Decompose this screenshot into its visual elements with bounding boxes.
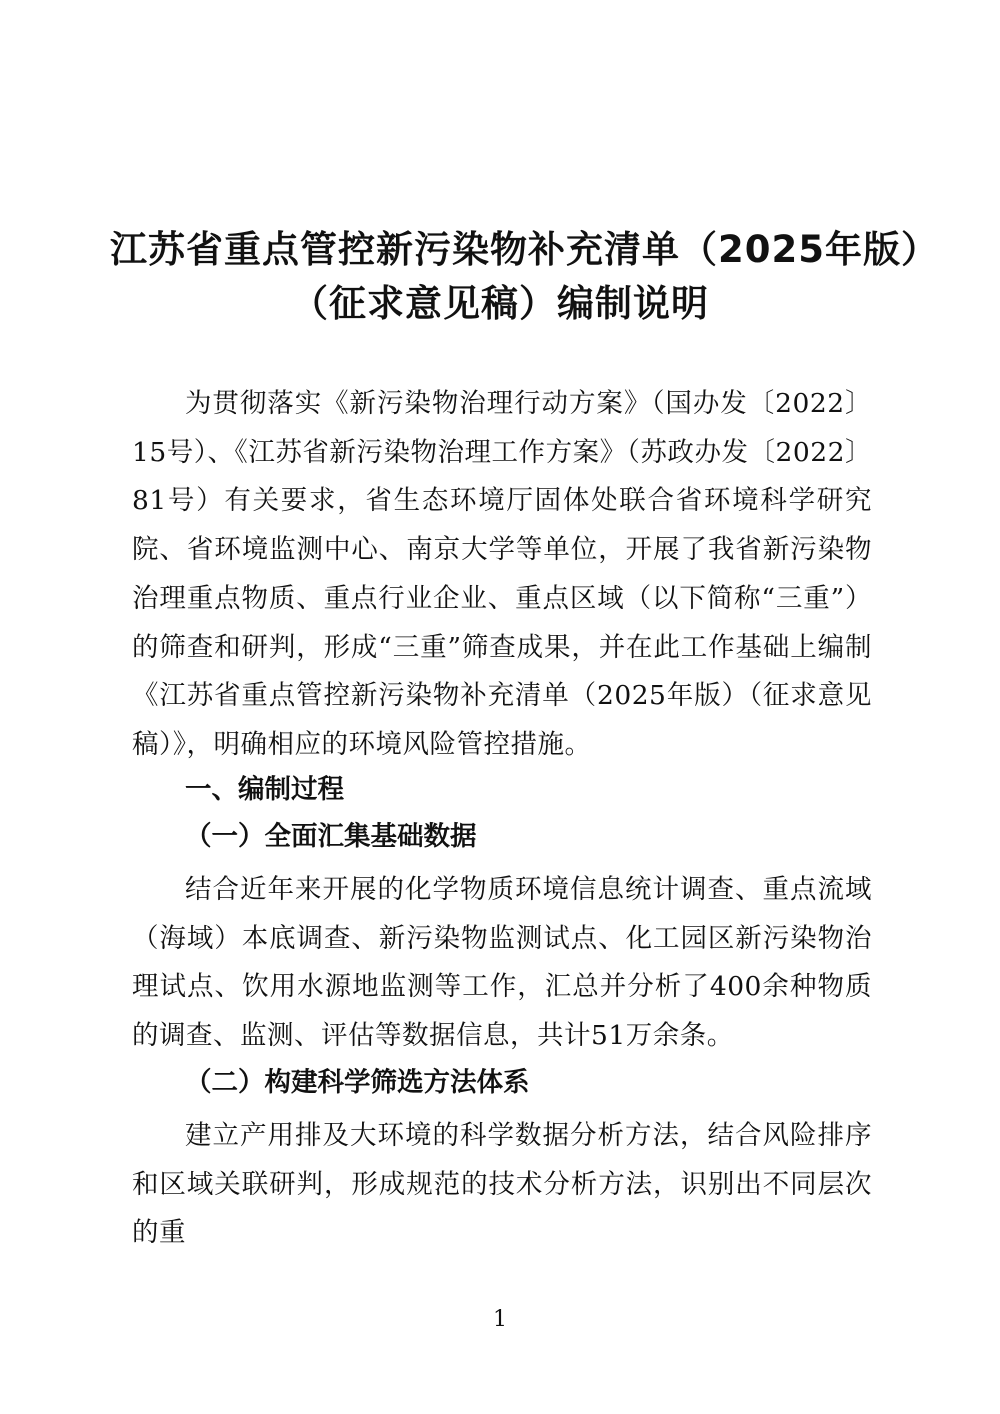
subsection-heading-screening-method: （二）构建科学筛选方法体系 bbox=[185, 1067, 530, 1098]
page-number: 1 bbox=[493, 1307, 507, 1332]
paragraph-intro: 为贯彻落实《新污染物治理行动方案》（国办发〔2022〕15号）、《江苏省新污染物治理工作方案》（苏政办发〔2022〕81号）有关要求，省生态环境厅固体处联合省环境科学研究院、省环境监测中心、南京大学等单位，开展了我省新污染物治理重点物质、重点行业企业、重点区域（以下简称“三重”）的筛查和研判，形成“三重”筛查成果，并在此工作基础上编制《江苏省重点管控新污染物补充清单（2025年版）（征求意见稿）》，明确相应的环境风险管控措施。 bbox=[132, 388, 872, 760]
document-title-line2: （征求意见稿）编制说明 bbox=[291, 282, 709, 325]
section-heading-compilation-process: 一、编制过程 bbox=[185, 774, 344, 805]
document-title-line1: 江苏省重点管控新污染物补充清单（2025年版） bbox=[110, 228, 939, 271]
paragraph-basic-data: 结合近年来开展的化学物质环境信息统计调查、重点流域（海域）本底调查、新污染物监测试点、化工园区新污染物治理试点、饮用水源地监测等工作，汇总并分析了400余种物质的调查、监测、评估等数据信息，共计51万余条。 bbox=[132, 874, 872, 1052]
subsection-heading-basic-data: （一）全面汇集基础数据 bbox=[185, 821, 477, 852]
paragraph-screening-method: 建立产用排及大环境的科学数据分析方法，结合风险排序和区域关联研判，形成规范的技术分析方法，识别出不同层次的重 bbox=[132, 1120, 872, 1249]
